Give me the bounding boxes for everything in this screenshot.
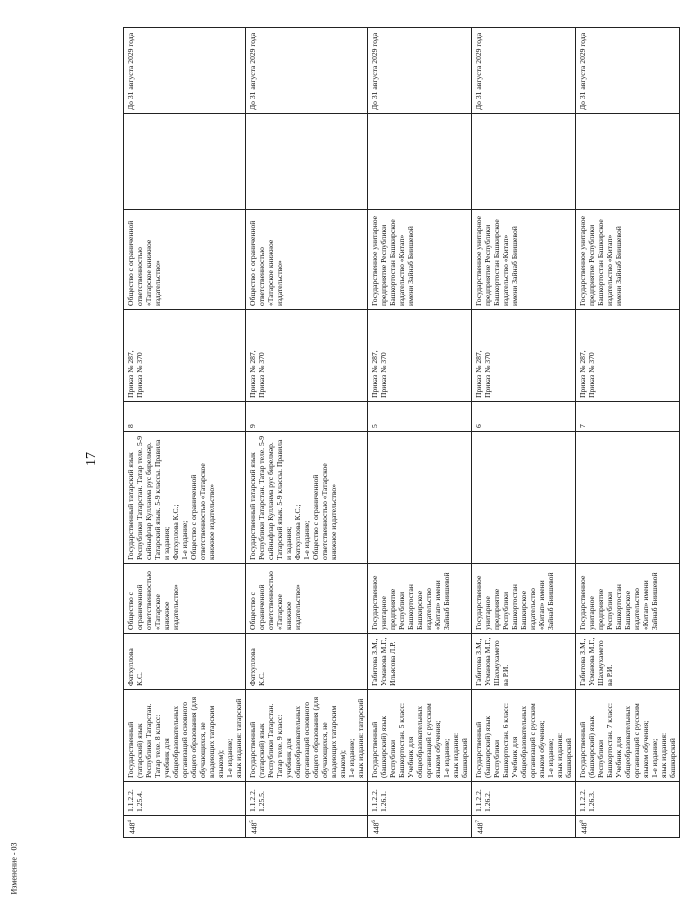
cell-date: До 31 августа 2029 года xyxy=(576,28,680,114)
cell-holder: Общество с ограниченной ответственностью «Татарское книжное издательство» xyxy=(246,210,368,310)
cell-order: Приказ № 287, Приказ № 370 xyxy=(124,310,246,402)
cell-authors: Габитова З.М., Усманова М.Г., Шахмухаметова Р.И. xyxy=(576,634,680,690)
row-number xyxy=(246,816,368,838)
cell-source: Государственный татарский язык Республики Татарстан. Татар теле. 5-9 сыйныфлар Кулланма рус бирелмәр. Татарский язык. 5-9 классы. Правила и задания; Фатхуллова К.С.; 1-е издание; Общество с ограниченной ответственностью «Татарское книжное издательство» xyxy=(246,432,368,564)
cell-publisher: Общество с ограниченной ответственностью «Татарское книжное издательство» xyxy=(124,564,246,634)
cell-title: Государственный (башкирский) язык Республики Башкортостан. 6 класс: Учебник для общеобразовательных организаций с русским языком обучения; 1-е издание; язык издания: башкирский xyxy=(472,690,576,782)
table-row xyxy=(576,28,680,838)
row-number-text: 448 xyxy=(579,822,589,834)
cell-source xyxy=(368,432,472,564)
table-row xyxy=(368,28,472,838)
empty-cell xyxy=(472,114,576,210)
cell-order: Приказ № 287, Приказ № 370 xyxy=(576,310,680,402)
cell-publisher: Государственное унитарное предприятие Республики Башкортостан Башкирское издательство «Китап» имени Зайнаб Биишевой xyxy=(368,564,472,634)
cell-title: Государственный (татарский) язык Республики Татарстан. Tатар теле. 9 класс: учебник для общеобразовательных организаций основного общего образования (для обучающихся, не владеющих татарским языком); 1-е издание; язык издания: татарский xyxy=(246,690,368,782)
cell-code: 1.1.2.2. 1.25.5. xyxy=(246,782,368,816)
cell-source xyxy=(576,432,680,564)
cell-publisher: Государственное унитарное предприятие Республики Башкортостан Башкирское издательство «Китап» имени Зайнаб Биишевой xyxy=(472,564,576,634)
row-number-text: 448 xyxy=(475,822,485,834)
cell-order: Приказ № 287, Приказ № 370 xyxy=(368,310,472,402)
cell-code: 1.1.2.2. 1.26.1. xyxy=(368,782,472,816)
row-number-sup: 6 xyxy=(372,820,377,823)
cell-title: Государственный (татарский) язык Республики Татарстан. Tатар теле. 8 класс: учебник для общеобразовательных организаций основного общего образования (для обучающихся, не владеющих татарским языком); 1-е издание; язык издания: татарский xyxy=(124,690,246,782)
page-number: 17 xyxy=(84,452,99,466)
cell-authors: Фатхуллова К.С. xyxy=(246,634,368,690)
cell-authors: Фатхуллова К.С. xyxy=(124,634,246,690)
empty-cell xyxy=(246,114,368,210)
cell-class-num: 7 xyxy=(576,402,680,432)
cell-source: Государственный татарский язык Республики Татарстан. Татар теле. 5-9 сыйныфлар Кулланма рус бирелмәр. Татарский язык. 5-9 классы. Правила и задания; Фатхуллова К.С.; 1-е издание; Общество с ограниченной ответственностью «Татарское книжное издательство» xyxy=(124,432,246,564)
table-row xyxy=(472,28,576,838)
cell-order: Приказ № 287, Приказ № 370 xyxy=(472,310,576,402)
empty-cell xyxy=(576,114,680,210)
cell-date: До 31 августа 2029 года xyxy=(472,28,576,114)
table-row xyxy=(124,28,246,838)
cell-date: До 31 августа 2029 года xyxy=(368,28,472,114)
cell-title: Государственный (башкирский) язык Республики Башкортостан. 7 класс: Учебник для общеобразовательных организаций с русским языком обучения; 1-е издание; язык издания: башкирский xyxy=(576,690,680,782)
cell-class-num: 9 xyxy=(246,402,368,432)
cell-holder: Общество с ограниченной ответственностью «Татарское книжное издательство» xyxy=(124,210,246,310)
empty-cell xyxy=(368,114,472,210)
cell-code: 1.1.2.2. 1.26.3. xyxy=(576,782,680,816)
cell-order: Приказ № 287, Приказ № 370 xyxy=(246,310,368,402)
cell-date: До 31 августа 2029 года xyxy=(246,28,368,114)
row-number-text: 448 xyxy=(371,822,381,834)
row-number xyxy=(576,816,680,838)
cell-class-num: 6 xyxy=(472,402,576,432)
row-number xyxy=(472,816,576,838)
cell-publisher: Государственное унитарное предприятие Республики Башкортостан Башкирское издательство «Китап» имени Зайнаб Биишевой xyxy=(576,564,680,634)
cell-holder: Государственное унитарное предприятие Республики Башкортостан Башкирское издательство «Китап» имени Зайнаб Биишевой xyxy=(472,210,576,310)
cell-class-num: 8 xyxy=(124,402,246,432)
footer-note: Изменение - 03 xyxy=(9,842,19,895)
row-number-sup: 4 xyxy=(128,820,133,823)
cell-date: До 31 августа 2029 года xyxy=(124,28,246,114)
row-number-sup: 8 xyxy=(580,820,585,823)
cell-code: 1.1.2.2. 1.25.4. xyxy=(124,782,246,816)
row-number-sup: 5 xyxy=(250,820,255,823)
cell-title: Государственный (башкирский) язык Республики Башкортостан. 5 класс: Учебник для общеобразовательных организаций с русским языком обучения; 1-е издание; язык издания: башкирский xyxy=(368,690,472,782)
cell-holder: Государственное унитарное предприятие Республики Башкортостан Башкирское издательство «Китап» имени Зайнаб Биишевой xyxy=(576,210,680,310)
table-row xyxy=(246,28,368,838)
cell-source xyxy=(472,432,576,564)
rotated-page xyxy=(40,32,677,872)
row-number-sup: 7 xyxy=(476,820,481,823)
row-number-text: 448 xyxy=(249,822,259,834)
row-number xyxy=(124,816,246,838)
cell-authors: Габитова З.М., Усманова М.Г., Ильясова Л.Р. xyxy=(368,634,472,690)
empty-cell xyxy=(124,114,246,210)
cell-publisher: Общество с ограниченной ответственностью «Татарское книжное издательство» xyxy=(246,564,368,634)
cell-code: 1.1.2.2. 1.26.2. xyxy=(472,782,576,816)
cell-authors: Габитова З.М., Усманова М.Г., Шахмухаметова Р.И. xyxy=(472,634,576,690)
textbook-table xyxy=(123,27,680,838)
row-number-text: 448 xyxy=(127,822,137,834)
cell-class-num: 5 xyxy=(368,402,472,432)
row-number xyxy=(368,816,472,838)
cell-holder: Государственное унитарное предприятие Республики Башкортостан Башкирское издательство «Китап» имени Зайнаб Биишевой xyxy=(368,210,472,310)
